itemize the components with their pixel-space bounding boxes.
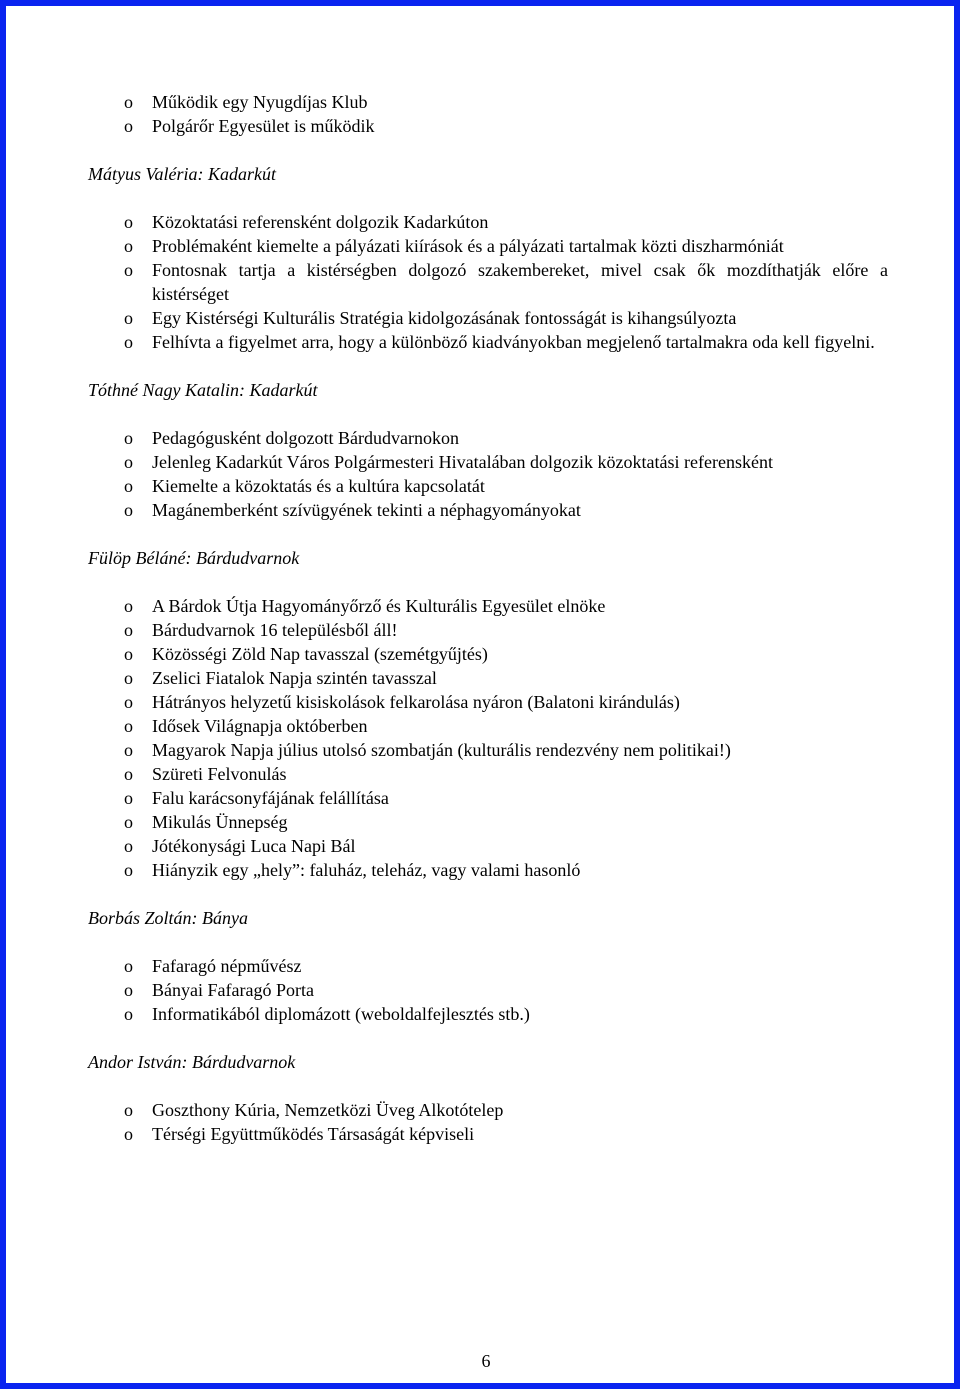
bullet-icon: o [124, 308, 133, 328]
list-item-text: Mikulás Ünnepség [152, 812, 288, 832]
list-item [88, 834, 888, 858]
list-item [88, 762, 888, 786]
page-number: 6 [481, 1351, 491, 1371]
list-item [88, 1002, 888, 1026]
list-item-text: Hátrányos helyzetű kisiskolások felkarolása nyáron (Balatoni kirándulás) [152, 692, 680, 712]
list-item-text: Falu karácsonyfájának felállítása [152, 788, 389, 808]
person-section [88, 1050, 888, 1146]
list-item-text: Jótékonysági Luca Napi Bál [152, 836, 356, 856]
list-item [88, 666, 888, 690]
list-item-text: Hiányzik egy „hely”: faluház, teleház, vagy valami hasonló [152, 860, 581, 880]
list-item-text: Idősek Világnapja októberben [152, 716, 368, 736]
list-item-text: Magyarok Napja július utolsó szombatján (kulturális rendezvény nem politikai!) [152, 740, 731, 760]
list-item [88, 1098, 888, 1122]
list-item-text: Fontosnak tartja a kistérségben dolgozó szakembereket, mivel csak ők mozdíthatják előre a kistérséget [152, 260, 888, 304]
list-item-text: Felhívta a figyelmet arra, hogy a különböző kiadványokban megjelenő tartalmakra oda kell figyelni. [152, 332, 875, 352]
list-item [88, 498, 888, 522]
list-item-text: Polgárőr Egyesület is működik [152, 116, 375, 136]
bullet-icon: o [124, 260, 133, 280]
bullet-icon: o [124, 212, 133, 232]
section-heading: Andor István: Bárdudvarnok [88, 1052, 296, 1072]
list-item [88, 642, 888, 666]
bullet-icon: o [124, 788, 133, 808]
list-item [88, 258, 888, 306]
section-list [88, 1098, 888, 1146]
list-item [88, 1122, 888, 1146]
list-item-text: Problémaként kiemelte a pályázati kiírások és a pályázati tartalmak közti diszharmóniát [152, 236, 784, 256]
bullet-icon: o [124, 428, 133, 448]
bullet-icon: o [124, 956, 133, 976]
bullet-icon: o [124, 740, 133, 760]
bullet-icon: o [124, 92, 133, 112]
bullet-icon: o [124, 668, 133, 688]
bullet-icon: o [124, 860, 133, 880]
bullet-icon: o [124, 1100, 133, 1120]
list-item-text: Jelenleg Kadarkút Város Polgármesteri Hivatalában dolgozik közoktatási referensként [152, 452, 773, 472]
bullet-icon: o [124, 1124, 133, 1144]
list-item-text: Egy Kistérségi Kulturális Stratégia kidolgozásának fontosságát is kihangsúlyozta [152, 308, 737, 328]
section-heading: Tóthné Nagy Katalin: Kadarkút [88, 380, 318, 400]
bullet-icon: o [124, 116, 133, 136]
person-section [88, 906, 888, 1026]
list-item [88, 786, 888, 810]
list-item [88, 714, 888, 738]
list-item-text: Bányai Fafaragó Porta [152, 980, 314, 1000]
list-item [88, 954, 888, 978]
person-section [88, 162, 888, 354]
section-list [88, 594, 888, 882]
bullet-icon: o [124, 500, 133, 520]
list-item-text: Magánemberként szívügyének tekinti a néphagyományokat [152, 500, 581, 520]
list-item-text: Kiemelte a közoktatás és a kultúra kapcsolatát [152, 476, 485, 496]
intro-list [88, 90, 888, 138]
bullet-icon: o [124, 644, 133, 664]
list-item [88, 594, 888, 618]
section-list [88, 210, 888, 354]
section-heading: Mátyus Valéria: Kadarkút [88, 164, 276, 184]
person-section [88, 378, 888, 522]
list-item-text: Fafaragó népművész [152, 956, 302, 976]
list-item [88, 210, 888, 234]
list-item-text: Működik egy Nyugdíjas Klub [152, 92, 368, 112]
list-item [88, 690, 888, 714]
list-item [88, 618, 888, 642]
list-item-text: Bárdudvarnok 16 településből áll! [152, 620, 398, 640]
list-item [88, 978, 888, 1002]
bullet-icon: o [124, 764, 133, 784]
bullet-icon: o [124, 812, 133, 832]
section-heading: Borbás Zoltán: Bánya [88, 908, 248, 928]
list-item-text: Goszthony Kúria, Nemzetközi Üveg Alkotótelep [152, 1100, 504, 1120]
bullet-icon: o [124, 716, 133, 736]
list-item-text: Zselici Fiatalok Napja szintén tavasszal [152, 668, 437, 688]
list-item [88, 426, 888, 450]
list-item-text: Közoktatási referensként dolgozik Kadarkúton [152, 212, 489, 232]
bullet-icon: o [124, 236, 133, 256]
list-item [88, 474, 888, 498]
list-item-text: Pedagógusként dolgozott Bárdudvarnokon [152, 428, 459, 448]
list-item [88, 234, 888, 258]
list-item-text: Informatikából diplomázott (weboldalfejlesztés stb.) [152, 1004, 530, 1024]
bullet-icon: o [124, 620, 133, 640]
section-list [88, 426, 888, 522]
list-item-text: Közösségi Zöld Nap tavasszal (szemétgyűjtés) [152, 644, 488, 664]
document-body [88, 90, 888, 1146]
list-item [88, 738, 888, 762]
list-item-text: Térségi Együttműködés Társaságát képviseli [152, 1124, 475, 1144]
list-item-text: A Bárdok Útja Hagyományőrző és Kulturális Egyesület elnöke [152, 596, 606, 616]
bullet-icon: o [124, 980, 133, 1000]
list-item [88, 858, 888, 882]
sections [88, 162, 888, 1146]
list-item [88, 90, 888, 114]
list-item [88, 330, 888, 354]
list-item [88, 114, 888, 138]
section-heading: Fülöp Béláné: Bárdudvarnok [88, 548, 300, 568]
section-list [88, 954, 888, 1026]
bullet-icon: o [124, 692, 133, 712]
bullet-icon: o [124, 1004, 133, 1024]
bullet-icon: o [124, 452, 133, 472]
list-item [88, 810, 888, 834]
bullet-icon: o [124, 596, 133, 616]
bullet-icon: o [124, 476, 133, 496]
bullet-icon: o [124, 332, 133, 352]
person-section [88, 546, 888, 882]
list-item [88, 306, 888, 330]
list-item [88, 450, 888, 474]
bullet-icon: o [124, 836, 133, 856]
list-item-text: Szüreti Felvonulás [152, 764, 287, 784]
